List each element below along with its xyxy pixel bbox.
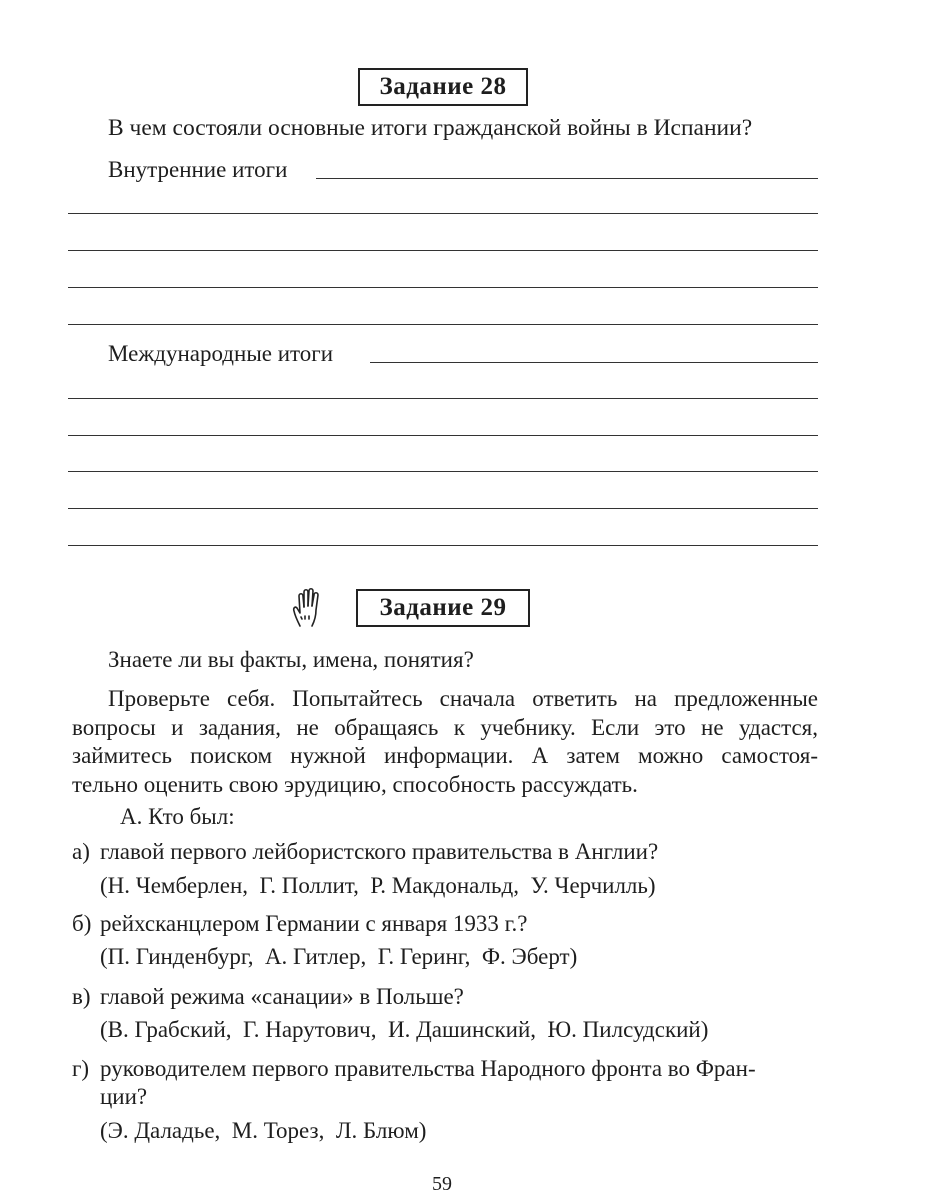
question-v-options: (В. Грабский, Г. Нарутович, И. Дашинский, Ю. Пилсудский) — [100, 1017, 709, 1042]
question-g-text: руководителем первого правительства Народного фронта во Фран- — [100, 1056, 756, 1081]
question-a-options: (Н. Чемберлен, Г. Поллит, Р. Макдональд, У. Черчилль) — [100, 873, 656, 898]
answer-line[interactable] — [68, 508, 818, 509]
question-v-text: главой режима «санации» в Польше? — [100, 984, 464, 1009]
internal-answer-line[interactable] — [316, 178, 818, 179]
task-29-title: Задание 29 — [356, 589, 530, 627]
task-29-paragraph — [72, 685, 818, 799]
paragraph-line: вопросы и задания, не обращаясь к учебнику. Если это не удастся, — [72, 714, 818, 740]
answer-line[interactable] — [68, 471, 818, 472]
international-results-label: Международные итоги — [108, 341, 334, 366]
internal-results-label: Внутренние итоги — [108, 157, 288, 182]
question-marker-v: в) — [72, 984, 91, 1009]
question-g-text-cont: ции? — [100, 1084, 148, 1109]
question-b-text: рейхсканцлером Германии с января 1933 г.? — [100, 911, 528, 936]
paragraph-line: тельно оценить свою эрудицию, способность рассуждать. — [72, 771, 638, 797]
question-marker-a: а) — [72, 839, 90, 864]
hand-icon — [290, 586, 330, 628]
answer-line[interactable] — [68, 398, 818, 399]
answer-line[interactable] — [68, 250, 818, 251]
paragraph-line: Проверьте себя. Попытайтесь сначала ответить на предложенные — [108, 686, 818, 711]
task-28-question: В чем состояли основные итоги гражданской войны в Испании? — [108, 115, 753, 141]
answer-line[interactable] — [68, 545, 818, 546]
section-a-heading: А. Кто был: — [120, 804, 235, 829]
answer-line[interactable] — [68, 213, 818, 214]
question-a-text: главой первого лейбористского правительства в Англии? — [100, 839, 659, 864]
answer-line[interactable] — [68, 324, 818, 325]
task-29-intro: Знаете ли вы факты, имена, понятия? — [108, 647, 474, 672]
question-b-options: (П. Гинденбург, А. Гитлер, Г. Геринг, Ф. Эберт) — [100, 944, 578, 969]
task-28-title: Задание 28 — [358, 68, 528, 106]
international-answer-line[interactable] — [370, 362, 818, 363]
paragraph-line: займитесь поиском нужной информации. А затем можно самостоя- — [72, 743, 818, 768]
answer-line[interactable] — [68, 287, 818, 288]
question-g-options: (Э. Даладье, М. Торез, Л. Блюм) — [100, 1118, 427, 1143]
question-marker-b: б) — [72, 911, 92, 936]
answer-line[interactable] — [68, 435, 818, 436]
question-marker-g: г) — [72, 1056, 90, 1081]
page-number: 59 — [432, 1173, 452, 1195]
